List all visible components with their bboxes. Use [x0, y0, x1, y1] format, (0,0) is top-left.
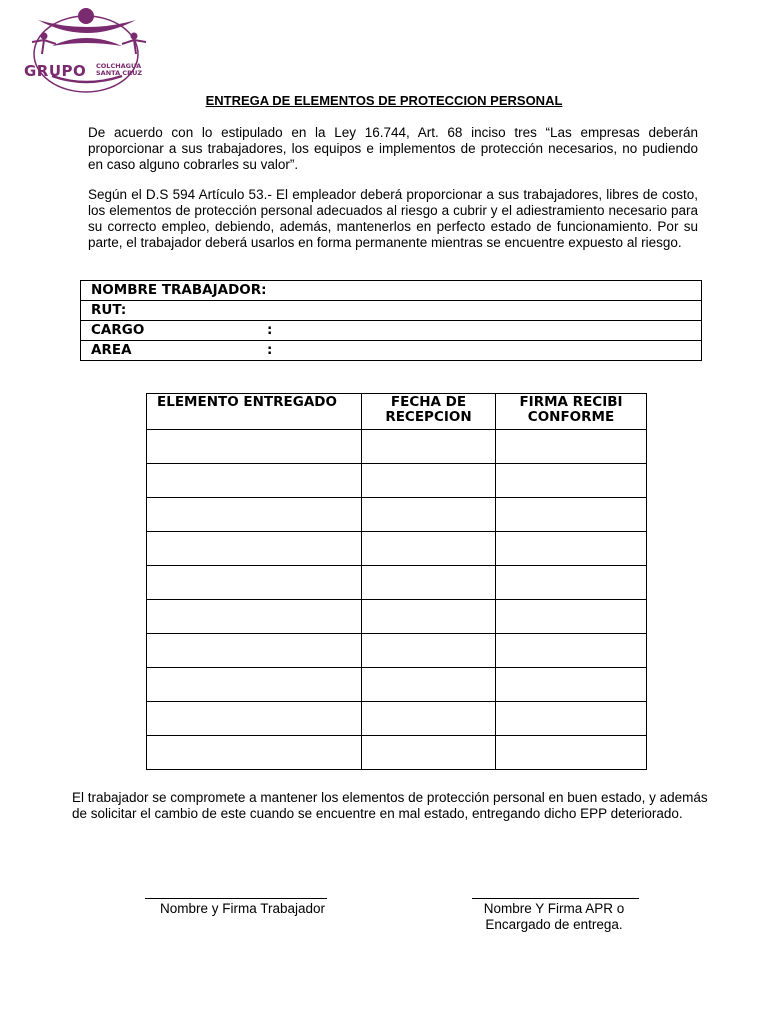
signature-cell[interactable] [496, 736, 647, 770]
logo-sub-line1: COLCHAGUA [96, 62, 142, 70]
company-logo [22, 6, 162, 94]
signature-cell[interactable] [496, 600, 647, 634]
table-row [147, 498, 647, 532]
element-cell[interactable] [147, 634, 362, 668]
table-header-row [147, 394, 647, 430]
date-cell[interactable] [362, 566, 496, 600]
logo-subtitle [96, 63, 166, 77]
element-cell[interactable] [147, 532, 362, 566]
cargo-colon: : [267, 322, 273, 338]
date-cell[interactable] [362, 702, 496, 736]
apr-signature-label-line1: Nombre Y Firma APR o [483, 901, 625, 916]
epp-table-body [147, 430, 647, 770]
signature-cell[interactable] [496, 532, 647, 566]
worker-name-row [81, 281, 701, 301]
table-row [147, 600, 647, 634]
element-cell[interactable] [147, 736, 362, 770]
table-row [147, 566, 647, 600]
worker-cargo-row [81, 321, 701, 341]
table-row [147, 464, 647, 498]
table-row [147, 532, 647, 566]
epp-delivery-table [146, 393, 647, 770]
people-circle-logo-icon [22, 6, 162, 94]
element-cell[interactable] [147, 566, 362, 600]
element-cell[interactable] [147, 702, 362, 736]
element-cell[interactable] [147, 600, 362, 634]
date-cell[interactable] [362, 532, 496, 566]
worker-info-box [80, 280, 702, 361]
table-row [147, 736, 647, 770]
date-cell[interactable] [362, 634, 496, 668]
logo-brand-text: GRUPO [24, 62, 87, 80]
signature-cell[interactable] [496, 498, 647, 532]
signature-cell[interactable] [496, 430, 647, 464]
worker-rut-label: RUT: [91, 302, 127, 318]
date-cell[interactable] [362, 736, 496, 770]
law-paragraph: De acuerdo con lo estipulado en la Ley 16.744, Art. 68 inciso tres “Las empresas deberán proporcionar a sus trabajadores, los equipos e implementos de protección necesarios, no pudiendo en caso alguno cobrarles su valor”. [88, 125, 698, 172]
apr-signature-label [462, 901, 646, 933]
document-title: ENTREGA DE ELEMENTOS DE PROTECCION PERSONAL [205, 93, 563, 108]
date-cell[interactable] [362, 498, 496, 532]
worker-signature-label: Nombre y Firma Trabajador [159, 901, 326, 916]
logo-sub-line2: SANTA CRUZ [96, 69, 143, 77]
worker-signature-line [145, 898, 327, 899]
worker-name-label: NOMBRE TRABAJADOR: [91, 282, 267, 298]
table-row [147, 668, 647, 702]
column-header-signature: FIRMA RECIBI CONFORME [496, 394, 647, 430]
signature-cell[interactable] [496, 702, 647, 736]
element-cell[interactable] [147, 498, 362, 532]
date-cell[interactable] [362, 464, 496, 498]
element-cell[interactable] [147, 668, 362, 702]
table-row [147, 430, 647, 464]
date-cell[interactable] [362, 668, 496, 702]
signature-cell[interactable] [496, 464, 647, 498]
table-row [147, 634, 647, 668]
element-cell[interactable] [147, 430, 362, 464]
signature-cell[interactable] [496, 668, 647, 702]
element-cell[interactable] [147, 464, 362, 498]
worker-cargo-label: CARGO [91, 322, 145, 338]
signature-cell[interactable] [496, 566, 647, 600]
table-row [147, 702, 647, 736]
signature-cell[interactable] [496, 634, 647, 668]
worker-rut-row [81, 301, 701, 321]
logo-wordmark [24, 61, 143, 80]
apr-signature-label-line2: Encargado de entrega. [485, 917, 623, 932]
date-cell[interactable] [362, 600, 496, 634]
column-header-date: FECHA DE RECEPCION [362, 394, 496, 430]
decree-paragraph: Según el D.S 594 Artículo 53.- El empleador deberá proporcionar a sus trabajadores, libres de costo, los elementos de protección personal adecuados al riesgo a cubrir y el adiestramiento necesario para su correcto empleo, debiendo, además, mantenerlos en perfecto estado de funcionamiento. Por su parte, el trabajador deberá usarlos en forma permanente mientras se encuentre expuesto al riesgo. [88, 187, 698, 250]
apr-signature-line [472, 898, 639, 899]
worker-area-row [81, 341, 701, 360]
worker-area-label: AREA [91, 342, 132, 358]
date-cell[interactable] [362, 430, 496, 464]
commitment-paragraph: El trabajador se compromete a mantener los elementos de protección personal en buen estado, y además de solicitar el cambio de este cuando se encuentre en mal estado, entregando dicho EPP deteriorado. [72, 790, 708, 821]
column-header-element: ELEMENTO ENTREGADO [147, 394, 362, 430]
area-colon: : [267, 342, 273, 358]
